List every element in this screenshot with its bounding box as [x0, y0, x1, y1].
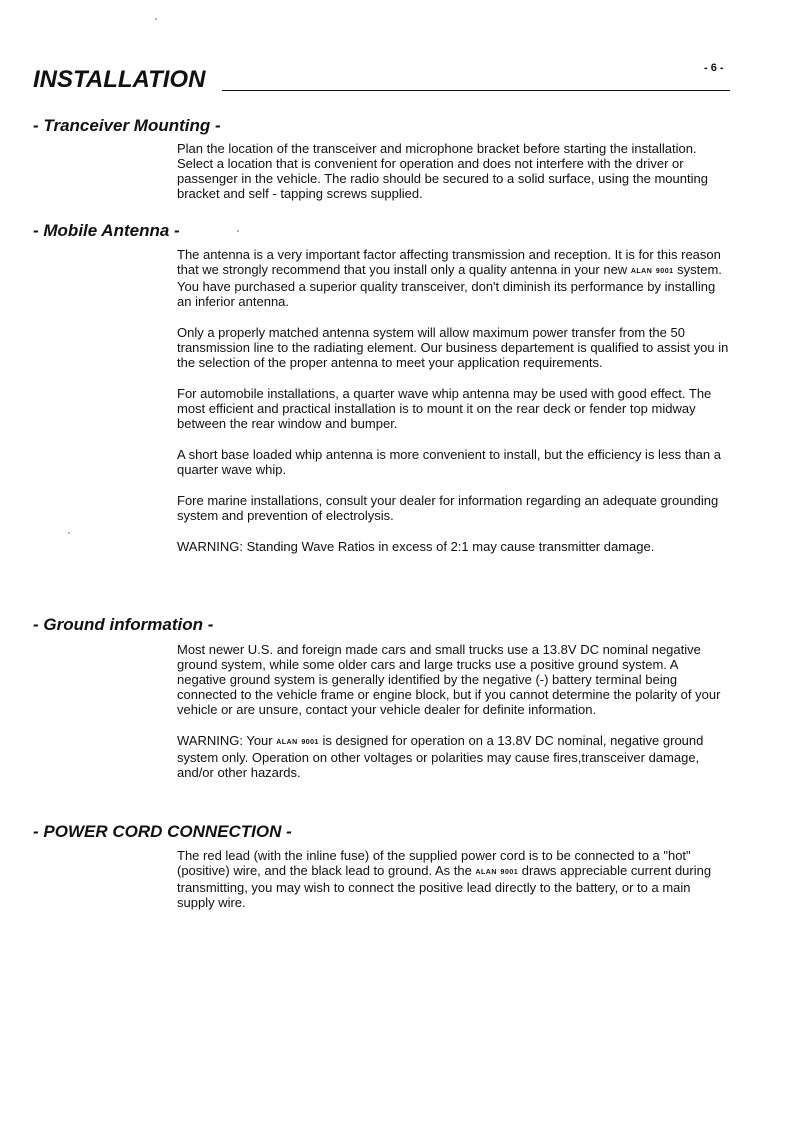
warning-paragraph: WARNING: Standing Wave Ratios in excess of 2:1 may cause transmitter damage.	[177, 539, 655, 554]
text-run: draws appreciable current during transmitting, you may wish to connect the positive lead directly to the battery, or to a main supply wire.	[177, 863, 712, 910]
paragraph: A short base loaded whip antenna is more convenient to install, but the efficiency is less than a quarter wave whip.	[177, 447, 721, 477]
heading-ground-information: - Ground information -	[33, 615, 214, 634]
text-run: WARNING: Your	[177, 733, 273, 748]
brand-logo: ALAN	[276, 739, 298, 746]
brand-model: 9001	[301, 739, 319, 746]
scan-speck	[237, 230, 239, 232]
scan-speck	[68, 532, 70, 534]
paragraph	[177, 848, 730, 910]
paragraph: Most newer U.S. and foreign made cars and small trucks use a 13.8V DC nominal negative ground system, while some older cars and large trucks use a positive ground system. A negative ground system is generally identified by the negative (-) battery terminal being connected to the vehicle frame or engine block, but if you cannot determine the polarity of your vehicle or are unsure, contact your vehicle dealer for definite information.	[177, 642, 721, 717]
section-transceiver-mounting	[177, 141, 730, 201]
page-number: - 6 -	[704, 62, 724, 74]
paragraph: Only a properly matched antenna system will allow maximum power transfer from the 50 transmission line to the radiating element. Our business departement is qualified to assist you in the selection of the proper antenna to meet your application requirements.	[177, 325, 729, 370]
text-run: The antenna is a very important factor affecting transmission and reception. It is for this reason that we strongly recommend that you install only a quality antenna in your new	[177, 247, 721, 277]
heading-mobile-antenna: - Mobile Antenna -	[33, 221, 180, 240]
paragraph: Plan the location of the transceiver and microphone bracket before starting the installation. Select a location that is convenient for operation and does not interfere with the driver or passenger in the vehicle. The radio should be secured to a solid surface, using the mounting bracket and self - tapping screws supplied.	[177, 141, 708, 201]
brand-logo: ALAN	[475, 869, 497, 876]
paragraph: For automobile installations, a quarter wave whip antenna may be used with good effect. The most efficient and practical installation is to mount it on the rear deck or fender top midway between the rear window and bumper.	[177, 386, 712, 431]
text-run: system. You have purchased a superior quality transceiver, don't diminish its performance by installing an inferior antenna.	[177, 262, 722, 309]
title-rule	[222, 90, 730, 91]
paragraph	[177, 247, 730, 309]
warning-paragraph	[177, 733, 730, 780]
section-mobile-antenna	[177, 247, 730, 554]
brand-model: 9001	[500, 869, 519, 876]
paragraph: Fore marine installations, consult your dealer for information regarding an adequate grounding system and prevention of electrolysis.	[177, 493, 719, 523]
page-title: INSTALLATION	[33, 66, 206, 93]
brand-model: 9001	[655, 268, 674, 275]
section-ground-information	[177, 642, 730, 780]
heading-transceiver-mounting: - Tranceiver Mounting -	[33, 116, 221, 135]
heading-power-cord-connection: - POWER CORD CONNECTION -	[33, 822, 292, 841]
text-run: The red lead (with the inline fuse) of the supplied power cord is to be connected to a "hot" (positive) wire, and the black lead to ground. As the	[177, 848, 691, 878]
section-power-cord-connection	[177, 848, 730, 910]
text-run: is designed for operation on a 13.8V DC nominal, negative ground system only. Operation on other voltages or polarities may cause fires,transceiver damage, and/or other hazards.	[177, 733, 704, 780]
brand-logo: ALAN	[630, 268, 653, 275]
scan-speck	[155, 18, 157, 20]
